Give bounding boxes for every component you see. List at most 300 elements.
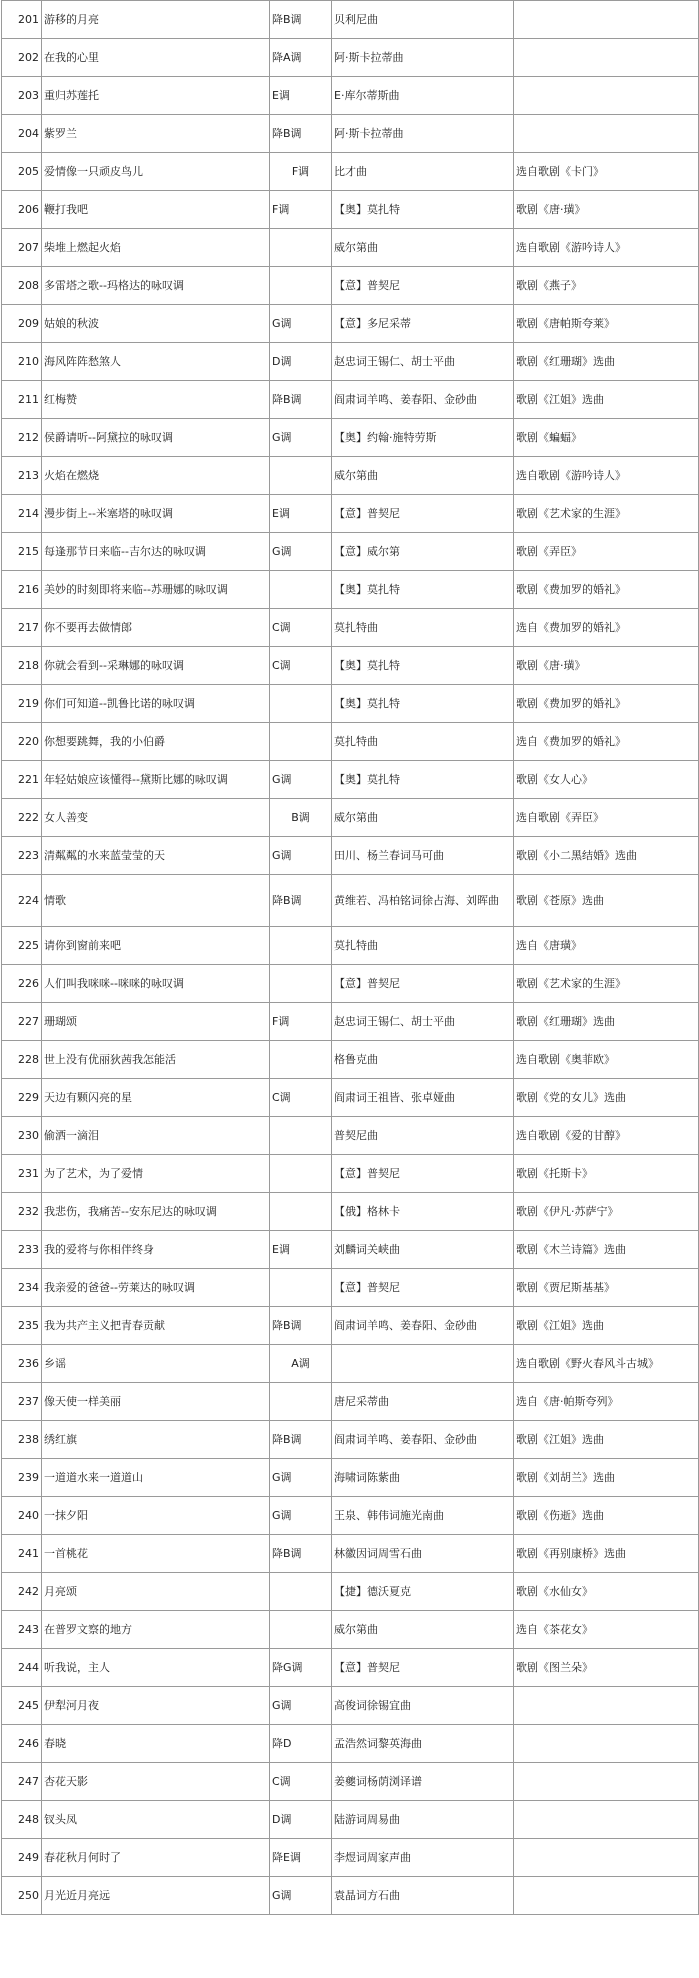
row-number: 238 [2,1421,42,1459]
song-title: 春花秋月何时了 [42,1839,270,1877]
song-source: 歌剧《伊凡·苏萨宁》 [514,1193,699,1231]
table-row [2,875,699,927]
row-number: 249 [2,1839,42,1877]
table-row [2,77,699,115]
song-source: 歌剧《江姐》选曲 [514,1421,699,1459]
table-row [2,1611,699,1649]
table-row [2,457,699,495]
row-number: 220 [2,723,42,761]
table-row [2,191,699,229]
song-author: 威尔第曲 [332,1611,514,1649]
song-title: 我悲伤，我痛苦--安东尼达的咏叹调 [42,1193,270,1231]
song-key: 降B调 [270,381,332,419]
song-key: D调 [270,343,332,381]
song-source: 选自歌剧《卡门》 [514,153,699,191]
song-source: 歌剧《唐·璜》 [514,191,699,229]
song-title: 月光近月亮远 [42,1877,270,1915]
song-title: 女人善变 [42,799,270,837]
song-source: 歌剧《刘胡兰》选曲 [514,1459,699,1497]
song-key: C调 [270,1763,332,1801]
song-title: 月亮颂 [42,1573,270,1611]
song-author: 【意】威尔第 [332,533,514,571]
table-row [2,1573,699,1611]
table-row [2,1117,699,1155]
song-key: 降A调 [270,39,332,77]
row-number: 243 [2,1611,42,1649]
song-author: 高俊词徐锡宜曲 [332,1687,514,1725]
song-source: 歌剧《托斯卡》 [514,1155,699,1193]
song-title: 侯爵请听--阿黛拉的咏叹调 [42,419,270,457]
song-title: 在我的心里 [42,39,270,77]
song-author: 【奥】约翰·施特劳斯 [332,419,514,457]
song-source: 选自《费加罗的婚礼》 [514,723,699,761]
song-key [270,1155,332,1193]
song-source: 歌剧《费加罗的婚礼》 [514,571,699,609]
song-title: 漫步街上--米塞塔的咏叹调 [42,495,270,533]
song-author: 阎肃词羊鸣、姜春阳、金砂曲 [332,1307,514,1345]
song-source: 歌剧《燕子》 [514,267,699,305]
song-author: 刘麟词关峡曲 [332,1231,514,1269]
song-key: D调 [270,1801,332,1839]
song-source [514,1801,699,1839]
song-title: 绣红旗 [42,1421,270,1459]
song-author: 格鲁克曲 [332,1041,514,1079]
song-source: 歌剧《贾尼斯基基》 [514,1269,699,1307]
song-title: 我为共产主义把青春贡献 [42,1307,270,1345]
song-author: 【奥】莫扎特 [332,685,514,723]
table-row [2,1079,699,1117]
song-key [270,267,332,305]
song-key: G调 [270,533,332,571]
row-number: 204 [2,115,42,153]
table-row [2,1,699,39]
song-key: A调 [270,1345,332,1383]
table-row [2,343,699,381]
song-title: 柴堆上燃起火焰 [42,229,270,267]
song-source: 选自歌剧《游吟诗人》 [514,229,699,267]
song-title: 你不要再去做情郎 [42,609,270,647]
song-source [514,115,699,153]
song-title: 你想要跳舞，我的小伯爵 [42,723,270,761]
row-number: 230 [2,1117,42,1155]
song-author [332,1345,514,1383]
table-row [2,1535,699,1573]
table-row [2,1155,699,1193]
row-number: 239 [2,1459,42,1497]
table-row [2,1725,699,1763]
song-author: 唐尼采蒂曲 [332,1383,514,1421]
song-title: 乡谣 [42,1345,270,1383]
song-key: G调 [270,761,332,799]
song-author: 陆游词周易曲 [332,1801,514,1839]
song-title: 春晓 [42,1725,270,1763]
table-row [2,1193,699,1231]
table-row [2,495,699,533]
song-title: 在普罗文察的地方 [42,1611,270,1649]
row-number: 223 [2,837,42,875]
row-number: 237 [2,1383,42,1421]
table-row [2,1801,699,1839]
song-title: 天边有颗闪亮的星 [42,1079,270,1117]
song-source: 歌剧《费加罗的婚礼》 [514,685,699,723]
table-row [2,1421,699,1459]
song-source: 选自歌剧《野火春风斗古城》 [514,1345,699,1383]
song-author: 赵忠词王锡仁、胡士平曲 [332,1003,514,1041]
song-author: 【意】普契尼 [332,1649,514,1687]
row-number: 217 [2,609,42,647]
row-number: 246 [2,1725,42,1763]
song-source [514,1,699,39]
song-key [270,1611,332,1649]
row-number: 236 [2,1345,42,1383]
song-title: 钗头凤 [42,1801,270,1839]
song-key: 降B调 [270,115,332,153]
song-author: 赵忠词王锡仁、胡士平曲 [332,343,514,381]
song-source: 歌剧《苍原》选曲 [514,875,699,927]
song-author: 贝利尼曲 [332,1,514,39]
song-key: 降D [270,1725,332,1763]
song-source: 歌剧《唐·璜》 [514,647,699,685]
table-row [2,229,699,267]
row-number: 225 [2,927,42,965]
table-row [2,1687,699,1725]
table-row [2,305,699,343]
song-key [270,1269,332,1307]
table-row [2,761,699,799]
song-source: 歌剧《木兰诗篇》选曲 [514,1231,699,1269]
song-source: 歌剧《江姐》选曲 [514,1307,699,1345]
song-key [270,723,332,761]
row-number: 216 [2,571,42,609]
song-source: 歌剧《图兰朵》 [514,1649,699,1687]
table-row [2,267,699,305]
song-title: 一抹夕阳 [42,1497,270,1535]
row-number: 203 [2,77,42,115]
song-source: 选自歌剧《奥菲欧》 [514,1041,699,1079]
song-source [514,1725,699,1763]
song-source: 歌剧《江姐》选曲 [514,381,699,419]
song-title: 珊瑚颂 [42,1003,270,1041]
song-key: B调 [270,799,332,837]
table-row [2,1839,699,1877]
song-key [270,1193,332,1231]
row-number: 218 [2,647,42,685]
row-number: 233 [2,1231,42,1269]
song-author: 【意】普契尼 [332,965,514,1003]
song-source: 歌剧《红珊瑚》选曲 [514,343,699,381]
song-title: 听我说，主人 [42,1649,270,1687]
song-title: 我亲爱的爸爸--劳莱达的咏叹调 [42,1269,270,1307]
song-source [514,1687,699,1725]
table-row [2,1459,699,1497]
song-key [270,685,332,723]
song-source: 歌剧《红珊瑚》选曲 [514,1003,699,1041]
song-key [270,1041,332,1079]
song-title: 美妙的时刻即将来临--苏珊娜的咏叹调 [42,571,270,609]
row-number: 222 [2,799,42,837]
table-row [2,837,699,875]
song-author: 阎肃词羊鸣、姜春阳、金砂曲 [332,1421,514,1459]
song-author: 李煜词周家声曲 [332,1839,514,1877]
table-row [2,419,699,457]
row-number: 244 [2,1649,42,1687]
row-number: 202 [2,39,42,77]
song-key: G调 [270,837,332,875]
table-row [2,571,699,609]
row-number: 214 [2,495,42,533]
row-number: 212 [2,419,42,457]
table-row [2,1231,699,1269]
song-key: G调 [270,1459,332,1497]
table-row [2,1041,699,1079]
song-key: G调 [270,305,332,343]
row-number: 228 [2,1041,42,1079]
song-key [270,1117,332,1155]
song-title: 伊犁河月夜 [42,1687,270,1725]
song-key: 降B调 [270,1535,332,1573]
song-title: 游移的月亮 [42,1,270,39]
song-title: 杏花天影 [42,1763,270,1801]
table-row [2,1307,699,1345]
song-key: 降B调 [270,1,332,39]
song-key: E调 [270,1231,332,1269]
song-author: 威尔第曲 [332,799,514,837]
song-author: 【捷】德沃夏克 [332,1573,514,1611]
song-key [270,965,332,1003]
row-number: 250 [2,1877,42,1915]
song-author: 海啸词陈紫曲 [332,1459,514,1497]
song-author: 威尔第曲 [332,229,514,267]
song-key: F调 [270,153,332,191]
song-title: 海风阵阵愁煞人 [42,343,270,381]
row-number: 226 [2,965,42,1003]
table-row [2,609,699,647]
table-row [2,1877,699,1915]
song-key: E调 [270,495,332,533]
song-source: 歌剧《艺术家的生涯》 [514,965,699,1003]
song-author: 【奥】莫扎特 [332,761,514,799]
song-source: 选自《唐·帕斯夸列》 [514,1383,699,1421]
table-row [2,685,699,723]
song-author: 威尔第曲 [332,457,514,495]
row-number: 241 [2,1535,42,1573]
table-row [2,965,699,1003]
table-row [2,1345,699,1383]
row-number: 231 [2,1155,42,1193]
row-number: 234 [2,1269,42,1307]
song-key: C调 [270,609,332,647]
song-key [270,1383,332,1421]
row-number: 211 [2,381,42,419]
song-title: 年轻姑娘应该懂得--黛斯比娜的咏叹调 [42,761,270,799]
song-key: 降B调 [270,1307,332,1345]
song-author: 孟浩然词黎英海曲 [332,1725,514,1763]
song-author: 莫扎特曲 [332,609,514,647]
song-author: 姜夔词杨荫浏译谱 [332,1763,514,1801]
song-author: E·库尔蒂斯曲 [332,77,514,115]
song-author: 普契尼曲 [332,1117,514,1155]
song-author: 比才曲 [332,153,514,191]
song-key: 降B调 [270,1421,332,1459]
song-source [514,1839,699,1877]
table-row [2,927,699,965]
song-key [270,571,332,609]
song-title: 为了艺术，为了爱情 [42,1155,270,1193]
song-source: 选自歌剧《弄臣》 [514,799,699,837]
song-title: 重归苏莲托 [42,77,270,115]
song-author: 袁晶词方石曲 [332,1877,514,1915]
song-source: 选自歌剧《游吟诗人》 [514,457,699,495]
song-author: 【意】普契尼 [332,1269,514,1307]
row-number: 206 [2,191,42,229]
table-row [2,723,699,761]
table-row [2,1649,699,1687]
row-number: 201 [2,1,42,39]
song-author: 【意】多尼采蒂 [332,305,514,343]
row-number: 240 [2,1497,42,1535]
song-title: 清粼粼的水来蓝莹莹的天 [42,837,270,875]
song-source: 歌剧《弄臣》 [514,533,699,571]
row-number: 219 [2,685,42,723]
song-source: 选自《茶花女》 [514,1611,699,1649]
song-title: 像天使一样美丽 [42,1383,270,1421]
song-author: 【奥】莫扎特 [332,191,514,229]
song-title: 你就会看到--采琳娜的咏叹调 [42,647,270,685]
song-key: C调 [270,1079,332,1117]
song-author: 阿·斯卡拉蒂曲 [332,39,514,77]
song-title: 情歌 [42,875,270,927]
song-key: F调 [270,191,332,229]
song-key: F调 [270,1003,332,1041]
song-author: 田川、杨兰春词马可曲 [332,837,514,875]
song-key: 降E调 [270,1839,332,1877]
table-row [2,1763,699,1801]
row-number: 209 [2,305,42,343]
song-source: 歌剧《党的女儿》选曲 [514,1079,699,1117]
song-title: 爱情像一只顽皮鸟儿 [42,153,270,191]
row-number: 213 [2,457,42,495]
song-source [514,77,699,115]
row-number: 224 [2,875,42,927]
song-source: 选自歌剧《爱的甘醇》 [514,1117,699,1155]
row-number: 215 [2,533,42,571]
row-number: 232 [2,1193,42,1231]
song-key [270,457,332,495]
song-author: 阿·斯卡拉蒂曲 [332,115,514,153]
song-title: 请你到窗前来吧 [42,927,270,965]
song-title: 姑娘的秋波 [42,305,270,343]
song-title: 世上没有优丽狄茜我怎能活 [42,1041,270,1079]
row-number: 229 [2,1079,42,1117]
song-table [1,0,699,1915]
song-title: 多雷塔之歌--玛格达的咏叹调 [42,267,270,305]
song-source: 选自《唐璜》 [514,927,699,965]
song-author: 莫扎特曲 [332,927,514,965]
song-key: 降G调 [270,1649,332,1687]
row-number: 248 [2,1801,42,1839]
song-key: E调 [270,77,332,115]
table-row [2,39,699,77]
song-key: G调 [270,1497,332,1535]
table-row [2,647,699,685]
song-title: 每逢那节日来临--吉尔达的咏叹调 [42,533,270,571]
table-row [2,1497,699,1535]
song-author: 【奥】莫扎特 [332,647,514,685]
row-number: 208 [2,267,42,305]
song-source [514,1877,699,1915]
row-number: 210 [2,343,42,381]
song-source: 歌剧《女人心》 [514,761,699,799]
table-row [2,153,699,191]
table-row [2,115,699,153]
table-row [2,1269,699,1307]
song-author: 【意】普契尼 [332,495,514,533]
song-author: 【奥】莫扎特 [332,571,514,609]
song-key [270,927,332,965]
song-source: 歌剧《再别康桥》选曲 [514,1535,699,1573]
row-number: 221 [2,761,42,799]
song-source: 歌剧《伤逝》选曲 [514,1497,699,1535]
song-author: 黄维若、冯柏铭词徐占海、刘晖曲 [332,875,514,927]
song-source [514,1763,699,1801]
song-key: G调 [270,1687,332,1725]
row-number: 245 [2,1687,42,1725]
song-title: 一首桃花 [42,1535,270,1573]
song-key [270,1573,332,1611]
song-key: G调 [270,419,332,457]
song-source: 选自《费加罗的婚礼》 [514,609,699,647]
song-title: 红梅赞 [42,381,270,419]
table-body [2,1,699,1915]
row-number: 205 [2,153,42,191]
song-title: 我的爱将与你相伴终身 [42,1231,270,1269]
song-source [514,39,699,77]
song-title: 偷洒一滴泪 [42,1117,270,1155]
song-title: 火焰在燃烧 [42,457,270,495]
song-key: C调 [270,647,332,685]
row-number: 247 [2,1763,42,1801]
song-author: 莫扎特曲 [332,723,514,761]
song-key: G调 [270,1877,332,1915]
song-author: 【意】普契尼 [332,267,514,305]
song-author: 王泉、韩伟词施光南曲 [332,1497,514,1535]
table-row [2,381,699,419]
song-key [270,229,332,267]
row-number: 235 [2,1307,42,1345]
table-row [2,1003,699,1041]
song-key: 降B调 [270,875,332,927]
song-title: 人们叫我咪咪--咪咪的咏叹调 [42,965,270,1003]
song-author: 【意】普契尼 [332,1155,514,1193]
row-number: 227 [2,1003,42,1041]
song-source: 歌剧《艺术家的生涯》 [514,495,699,533]
song-source: 歌剧《水仙女》 [514,1573,699,1611]
song-source: 歌剧《唐帕斯夸莱》 [514,305,699,343]
song-title: 紫罗兰 [42,115,270,153]
song-author: 阎肃词王祖皆、张卓娅曲 [332,1079,514,1117]
song-title: 一道道水来一道道山 [42,1459,270,1497]
song-author: 【俄】格林卡 [332,1193,514,1231]
song-author: 阎肃词羊鸣、姜春阳、金砂曲 [332,381,514,419]
song-title: 鞭打我吧 [42,191,270,229]
song-author: 林徽因词周雪石曲 [332,1535,514,1573]
song-source: 歌剧《小二黑结婚》选曲 [514,837,699,875]
row-number: 207 [2,229,42,267]
table-row [2,799,699,837]
table-row [2,1383,699,1421]
table-row [2,533,699,571]
song-source: 歌剧《蝙蝠》 [514,419,699,457]
